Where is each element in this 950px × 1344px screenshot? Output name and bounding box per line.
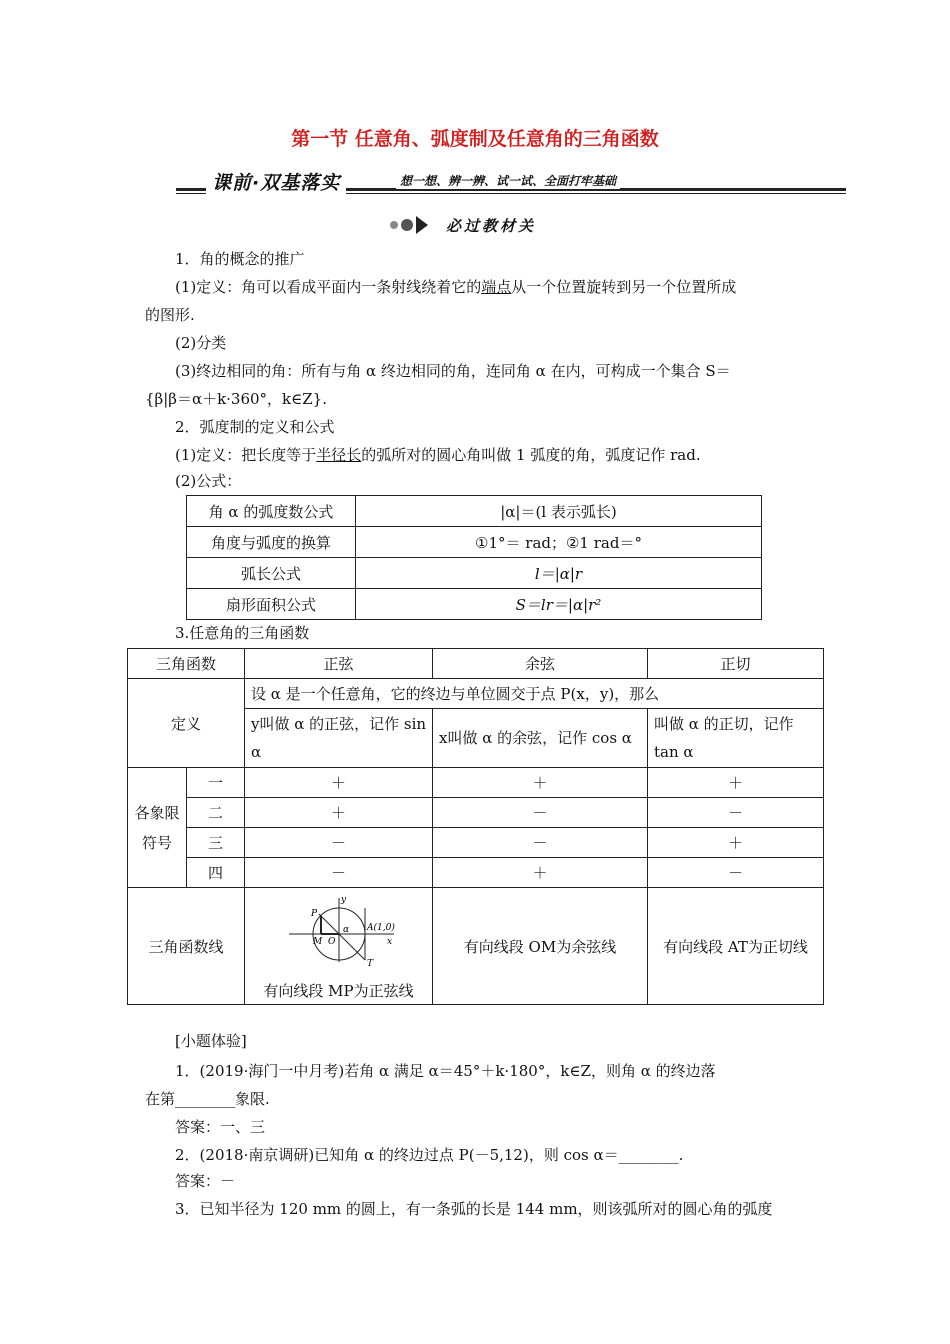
- exercises-heading: [小题体验]: [175, 1032, 247, 1050]
- table-row: 四 － ＋ －: [128, 858, 824, 888]
- svg-text:x: x: [386, 937, 392, 947]
- page-title: 第一节 任意角、弧度制及任意角的三角函数: [291, 128, 659, 150]
- table-row: 三角函数 正弦 余弦 正切: [128, 649, 824, 679]
- table-row: y叫做 α 的正弦，记作 sin α x叫做 α 的余弦，记作 cos α 叫做 α 的正切，记作 tan α: [128, 709, 824, 768]
- svg-text:A(1,0): A(1,0): [366, 923, 395, 933]
- svg-text:P: P: [310, 909, 317, 919]
- sec2-definition: (1)定义：把长度等于半径长的弧所对的圆心角叫做 1 弧度的角，弧度记作 rad.: [175, 446, 701, 464]
- sec1-terminal: (3)终边相同的角：所有与角 α 终边相同的角，连同角 α 在内，可构成一个集合 S＝: [175, 362, 731, 380]
- section-banner: [176, 168, 846, 196]
- radian-formula-table: [186, 495, 762, 620]
- table-row: 三 － － ＋: [128, 828, 824, 858]
- svg-text:y: y: [340, 895, 346, 905]
- svg-text:O: O: [327, 937, 335, 947]
- sec2-heading: 2．弧度制的定义和公式: [175, 418, 335, 436]
- sec1-terminal-set: {β|β＝α＋k·360°，k∈Z}.: [145, 390, 327, 408]
- svg-text:T: T: [366, 959, 373, 968]
- table-row: 角 α 的弧度数公式 |α|＝(l 表示弧长): [187, 496, 762, 527]
- sec2-formula-label: (2)公式：: [175, 472, 242, 490]
- answer-2: 答案：－: [175, 1172, 236, 1190]
- banner-sub-text: 想一想、辨一辨、试一试、全面打牢基础: [396, 172, 620, 189]
- tangent-line-caption: 有向线段 AT为正切线: [648, 888, 824, 1005]
- sec1-heading: 1．角的概念的推广: [175, 250, 305, 268]
- cosine-line-caption: 有向线段 OM为余弦线: [433, 888, 648, 1005]
- svg-text:α: α: [342, 925, 349, 935]
- question-2: 2．(2018·南京调研)已知角 α 的终边过点 P(－5,12)，则 cos α＝________.: [175, 1146, 684, 1164]
- sine-line-caption: 有向线段 MP为正弦线: [263, 982, 414, 1000]
- subheading-label: 必过教材关: [446, 216, 537, 235]
- table-row: 三角函数线 y x P M O T α A(1,0) 有向线段 MP为正弦线 有向线段 OM为余弦线 有向线段 AT为正切线: [128, 888, 824, 1005]
- answer-1: 答案：一、三: [175, 1118, 266, 1136]
- sec1-classification: (2)分类: [175, 334, 227, 352]
- question-3: 3．已知半径为 120 mm 的圆上，有一条弧的长是 144 mm，则该弧所对的圆心角的弧度: [175, 1200, 773, 1218]
- svg-text:M: M: [312, 937, 322, 947]
- sec1-definition: (1)定义：角可以看成平面内一条射线绕着它的端点从一个位置旋转到另一个位置所成: [175, 278, 737, 296]
- question-1: 1．(2019·海门一中月考)若角 α 满足 α＝45°＋k·180°，k∈Z，则角 α 的终边落: [175, 1062, 716, 1080]
- arrow-icon: [416, 216, 428, 234]
- sec1-definition-cont: 的图形.: [145, 306, 195, 324]
- trig-function-table: [127, 648, 824, 1005]
- table-row: 弧长公式 l＝|α|r: [187, 558, 762, 589]
- sec3-heading: 3.任意角的三角函数: [175, 624, 310, 642]
- table-row: 扇形面积公式 S＝lr＝|α|r²: [187, 589, 762, 620]
- table-row: 定义 设 α 是一个任意角，它的终边与单位圆交于点 P(x，y)，那么: [128, 679, 824, 709]
- unit-circle-diagram: [279, 894, 399, 968]
- banner-main-text: 课前·双基落实: [206, 168, 346, 194]
- question-1-cont: 在第________象限.: [145, 1090, 270, 1108]
- table-row: 二 ＋ － －: [128, 798, 824, 828]
- table-row: 角度与弧度的换算 ①1°＝ rad；②1 rad＝°: [187, 527, 762, 558]
- subheading: [390, 214, 536, 236]
- table-row: 各象限符号 一 ＋ ＋ ＋: [128, 768, 824, 798]
